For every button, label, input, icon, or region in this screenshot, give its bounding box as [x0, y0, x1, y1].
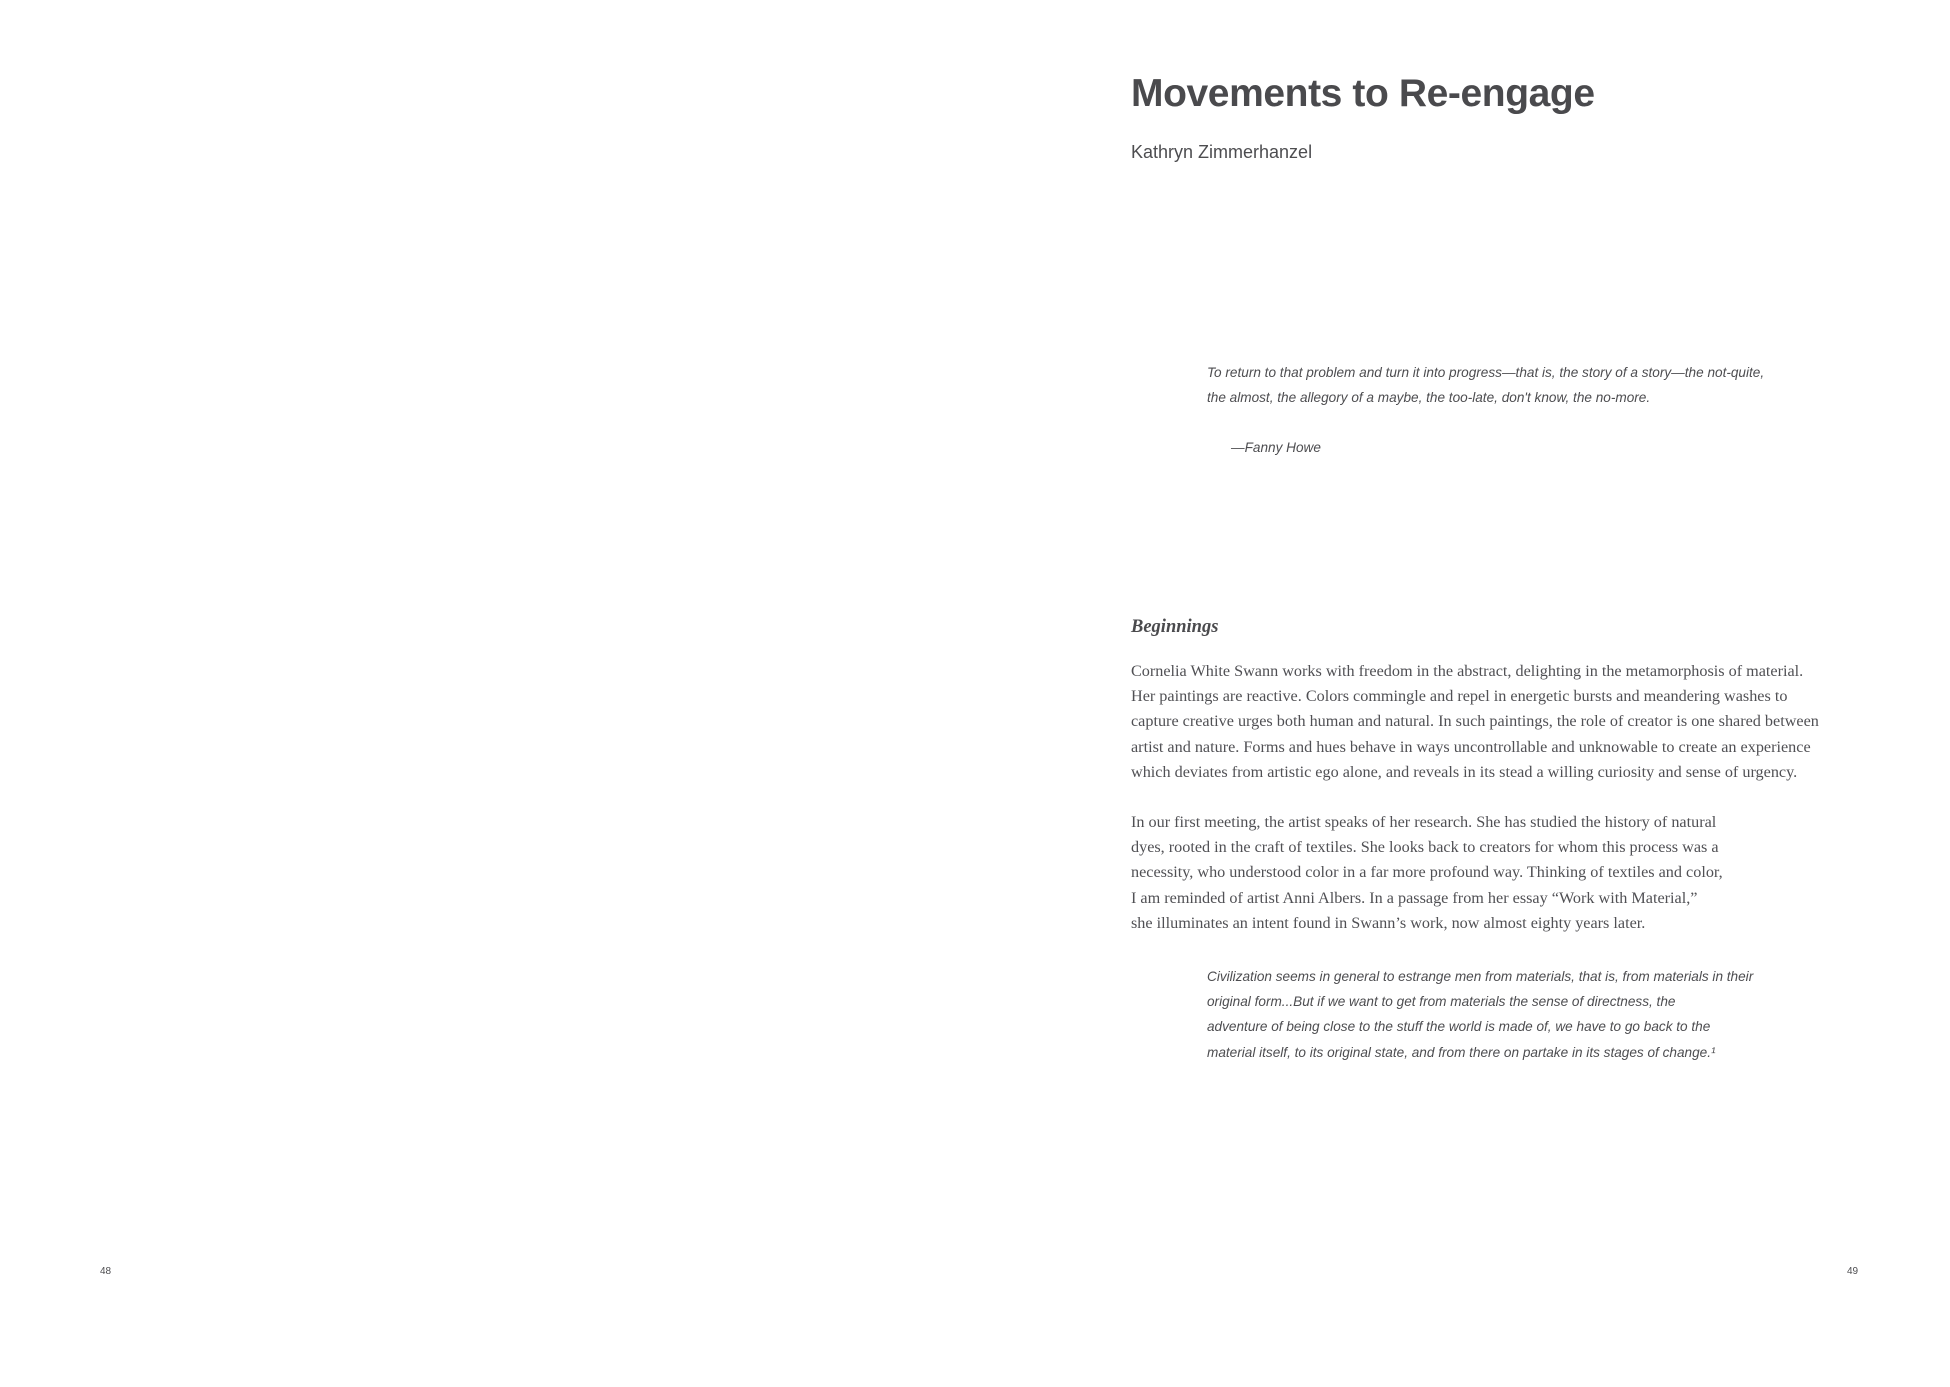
paragraph-line: artist and nature. Forms and hues behave in ways uncontrollable and unknowable to create an experience: [1131, 737, 1811, 756]
paragraph-line: Cornelia White Swann works with freedom in the abstract, delighting in the metamorphosis of material.: [1131, 662, 1804, 680]
essay-title: Movements to Re-engage: [1131, 72, 1595, 115]
paragraph-line: In our first meeting, the artist speaks of her research. She has studied the history of natural: [1131, 813, 1717, 831]
paragraph-line: I am reminded of artist Anni Albers. In a passage from her essay “Work with Material,”: [1131, 888, 1698, 907]
right-page: [975, 0, 1950, 1387]
paragraph-line: capture creative urges both human and natural. In such paintings, the role of creator is one shared between: [1131, 712, 1819, 731]
paragraph-line: necessity, who understood color in a far more profound way. Thinking of textiles and color,: [1131, 863, 1723, 882]
epigraph-line: To return to that problem and turn it into progress—that is, the story of a story—the not-quite,: [1207, 365, 1765, 380]
quote-line: Civilization seems in general to estrange men from materials, that is, from materials in their: [1207, 969, 1754, 984]
epigraph-line: the almost, the allegory of a maybe, the too-late, don't know, the no-more.: [1207, 390, 1651, 405]
paragraph-line: she illuminates an intent found in Swann’s work, now almost eighty years later.: [1131, 913, 1646, 932]
page-number-right: 49: [1847, 1266, 1859, 1277]
author-name: Kathryn Zimmerhanzel: [1131, 142, 1313, 162]
section-heading: Beginnings: [1131, 617, 1219, 637]
epigraph: [1207, 360, 1827, 460]
paragraph-line: Her paintings are reactive. Colors commingle and repel in energetic bursts and meandering washes to: [1131, 687, 1788, 706]
page-number-left: 48: [100, 1266, 112, 1277]
paragraph-line: dyes, rooted in the craft of textiles. She looks back to creators for whom this process was a: [1131, 838, 1719, 857]
epigraph-text: [1207, 360, 1827, 410]
quote-line: adventure of being close to the stuff the world is made of, we have to go back to the: [1207, 1019, 1711, 1035]
block-quote: [1207, 964, 1753, 1065]
paragraph-line: which deviates from artistic ego alone, and reveals in its stead a willing curiosity and sense of urgency.: [1131, 762, 1798, 781]
quote-line: original form...But if we want to get from materials the sense of directness, the: [1207, 994, 1676, 1010]
epigraph-attribution: —Fanny Howe: [1231, 440, 1321, 455]
body-paragraph: [1131, 810, 1723, 936]
quote-line: material itself, to its original state, and from there on partake in its stages of change.¹: [1207, 1044, 1716, 1060]
body-paragraph: [1131, 659, 1819, 785]
